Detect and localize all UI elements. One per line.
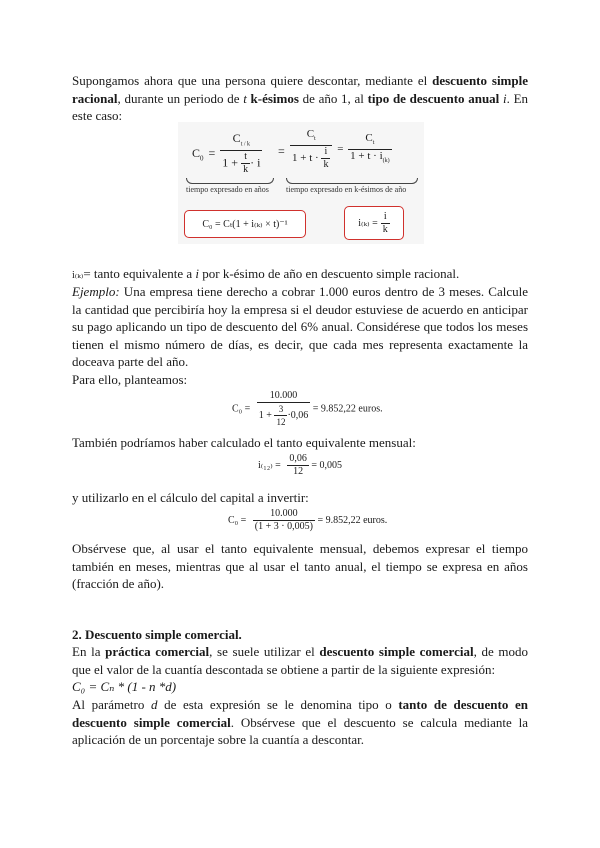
mid-numerator-sub: t bbox=[314, 136, 316, 143]
example-paragraph bbox=[72, 283, 528, 371]
mid-den-frac-den: k bbox=[323, 159, 329, 171]
lhs-den-frac-den: k bbox=[243, 164, 249, 176]
tambien-line: También podríamos haber calculado el tanto equivalente mensual: bbox=[72, 435, 416, 450]
intro-paragraph bbox=[72, 72, 528, 125]
section-2-paragraph-1 bbox=[72, 643, 528, 678]
brace-left bbox=[186, 178, 274, 184]
eq1-lhs: C₀ = bbox=[232, 403, 251, 415]
definition-text-2: por k-ésimo de año en descuento simple racional. bbox=[198, 266, 460, 281]
lhs-den-i: · i bbox=[250, 155, 261, 170]
eq2-lhs: i₍₁₂₎ = bbox=[258, 459, 281, 471]
s2-p1-text-e: , de modo que el valor de la cuantía descontada se obtiene a partir de la siguiente expresión: bbox=[72, 644, 528, 677]
example-text: Una empresa tiene derecho a cobrar 1.000 euros dentro de 3 meses. Calcule la cantidad que percibiría hoy la empresa si el deudor estuviese de acuerdo en anticipar su pago aplicando un tipo de descuento del 6% anual. Considérese que todos los meses tienen el mismo número de días, es decir, que cada mes representa exactamente la doceava parte del año. bbox=[72, 284, 528, 369]
eq1-numerator: 10.000 bbox=[257, 390, 310, 403]
definition-symbol: i₍ₖ₎ bbox=[72, 270, 84, 281]
rhs-denominator: 1 + t · i bbox=[350, 150, 383, 163]
eq3-numerator: 10.000 bbox=[253, 508, 315, 521]
equation-3 bbox=[228, 508, 387, 533]
formula-middle: $C_t$ 1 + t · $\frac{i}{k}$ = $\frac{C_t}{1 + t \cdot i_{(k)}}$ bbox=[292, 128, 390, 171]
rhs-numerator: C bbox=[365, 131, 373, 144]
intro-bold-3: tipo de descuento anual bbox=[367, 90, 500, 106]
lhs-den-one: 1 + bbox=[222, 155, 242, 170]
mid-denominator: 1 + t · bbox=[292, 152, 322, 165]
rhs-numerator-sub: t bbox=[372, 140, 375, 147]
s2-p2-text-c: de esta expresión se le denomina tipo o bbox=[157, 697, 399, 712]
boxed-ik-lhs: i₍ₖ₎ = bbox=[358, 217, 378, 229]
intro-italic-1: t bbox=[243, 90, 247, 106]
eq1-den-frac-num: 3 bbox=[274, 403, 287, 416]
s2-p2-italic-b: d bbox=[150, 697, 158, 712]
definition-text: = tanto equivalente a bbox=[83, 266, 196, 281]
intro-bold-1: descuento simple racional bbox=[72, 73, 529, 106]
rhs-denominator-sub: (k) bbox=[382, 158, 390, 165]
utilizarlo-line: y utilizarlo en el cálculo del capital a invertir: bbox=[72, 490, 309, 505]
lhs-fraction bbox=[220, 132, 262, 176]
eq3-lhs: C₀ = bbox=[228, 514, 247, 526]
intro-bold-2: k-ésimos bbox=[250, 90, 299, 106]
brace-right bbox=[286, 178, 418, 184]
mid-den-frac-num: i bbox=[321, 146, 330, 159]
example-label: Ejemplo: bbox=[72, 284, 120, 299]
lhs-numerator-sub: t / k bbox=[240, 141, 251, 148]
s2-p2-text-e: . Obsérvese que el descuento se calcula mediante la aplicación de un porcentaje sobre la cuantía a descontar. bbox=[72, 714, 528, 747]
boxed-ik-num: i bbox=[381, 211, 390, 224]
eq2-result: = 0,005 bbox=[311, 459, 342, 471]
s2-p2-text-a: Al parámetro bbox=[72, 697, 151, 712]
intro-text-1: Supongamos ahora que una persona quiere descontar, mediante el bbox=[72, 73, 433, 88]
intro-text-4: . En este caso: bbox=[72, 90, 529, 123]
label-time-years: tiempo expresado en años bbox=[186, 185, 269, 194]
s2-p1-text-c: , se suele utilizar el bbox=[209, 644, 320, 659]
lhs-den-frac-num: t bbox=[241, 151, 250, 164]
boxed-ik-den: k bbox=[382, 223, 388, 235]
definition-line bbox=[72, 265, 528, 285]
intro-text-3: de año 1, al bbox=[298, 90, 368, 106]
eq2-numerator: 0,06 bbox=[289, 453, 307, 464]
eq1-result: = 9.852,22 euros. bbox=[312, 403, 383, 415]
boxed-formula-c0 bbox=[184, 210, 306, 238]
intro-italic-2: i bbox=[503, 90, 507, 106]
intro-text-2: , durante un periodo de bbox=[117, 90, 244, 106]
s2-p1-bold-d: descuento simple comercial bbox=[319, 644, 474, 659]
definition-italic: i bbox=[195, 266, 199, 281]
observese-paragraph: Obsérvese que, al usar el tanto equivalente mensual, debemos expresar el tiempo también en meses, mientras que al usar el tanto anual, el tiempo se expresa en años (fracción de año). bbox=[72, 541, 528, 591]
formula-panel bbox=[178, 122, 424, 244]
equation-2 bbox=[258, 453, 342, 478]
s2-p1-bold-b: práctica comercial bbox=[105, 644, 210, 659]
lhs-numerator: C bbox=[232, 131, 241, 145]
eq1-den-pre: 1 + bbox=[258, 409, 275, 421]
eq1-den-post: ·0,06 bbox=[287, 409, 309, 421]
eq2-denominator: 12 bbox=[293, 466, 304, 477]
section-2-paragraph-2 bbox=[72, 696, 528, 749]
s2-p1-text-a: En la bbox=[72, 644, 106, 659]
section-2-heading: 2. Descuento simple comercial. bbox=[72, 627, 242, 642]
c0-symbol: C bbox=[192, 145, 201, 160]
section-2-formula: C₀ = Cₙ * (1 - n *d) bbox=[72, 679, 177, 694]
boxed-formula-c0-text: C₀ = Cₜ(1 + i₍ₖ₎ × t)⁻¹ bbox=[202, 218, 288, 230]
eq1-den-frac-den: 12 bbox=[276, 417, 286, 427]
label-time-kths: tiempo expresado en k-ésimos de año bbox=[286, 185, 407, 194]
c0-subscript: 0 bbox=[200, 154, 204, 163]
eq3-result: = 9.852,22 euros. bbox=[317, 514, 388, 526]
s2-p2-bold-d: tanto de descuento en descuento simple comercial bbox=[72, 697, 528, 730]
formula-lhs: $C_0$ = $C_{t / k}$ 1 + $\frac{t}{k}$ · i bbox=[192, 131, 261, 176]
boxed-formula-ik bbox=[344, 206, 404, 240]
equation-1 bbox=[232, 390, 383, 428]
formula-equals: = bbox=[278, 144, 285, 158]
planteamos-line: Para ello, planteamos: bbox=[72, 372, 188, 387]
mid-numerator: C bbox=[306, 128, 315, 140]
eq3-denominator: (1 + 3 · 0,005) bbox=[254, 521, 313, 532]
